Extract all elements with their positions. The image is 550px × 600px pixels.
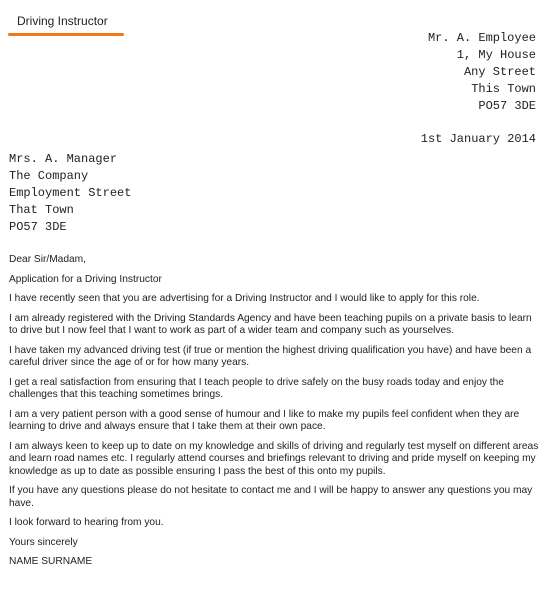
body-paragraph: I am a very patient person with a good sense of humour and I like to make my pupils feel confident when they are learning to drive and always ensure that I take them at their own pace. <box>9 408 520 432</box>
salutation: Dear Sir/Madam, <box>9 254 86 265</box>
sender-address-line: 1, My House <box>456 48 536 62</box>
recipient-address-line: Employment Street <box>9 186 132 200</box>
recipient-postcode: PO57 3DE <box>9 220 67 234</box>
sender-name: Mr. A. Employee <box>427 31 536 45</box>
recipient-address-line: The Company <box>9 169 89 183</box>
body-paragraph: I am always keen to keep up to date on my knowledge and skills of driving and regularly test myself on different areas and learn road names etc. I regularly attend courses and briefings relevant to driving and pride myself on keeping my knowledge as up to date as possible ensuring I pass the best of this onto my pupils. <box>9 440 539 477</box>
letter-body <box>9 254 541 576</box>
sender-address-line: This Town <box>471 82 536 96</box>
body-paragraph: I have taken my advanced driving test (if true or mention the highest driving qualification you have) and have been a careful driver since the age of or for how many years. <box>9 344 532 368</box>
sender-address-line: Any Street <box>463 65 536 79</box>
recipient-address-line: That Town <box>9 203 74 217</box>
body-paragraph: If you have any questions please do not hesitate to contact me and I will be happy to answer any questions you may have. <box>9 485 533 509</box>
subject-line: Application for a Driving Instructor <box>9 273 162 285</box>
active-tab-indicator <box>8 33 124 36</box>
body-paragraph: I get a real satisfaction from ensuring that I teach people to drive safely on the busy roads today and enjoy the challenges that this teaching sometimes brings. <box>9 376 504 400</box>
closing: Yours sincerely <box>9 536 78 548</box>
recipient-address <box>9 151 131 236</box>
body-paragraph: I am already registered with the Driving Standards Agency and have been teaching pupils on a private basis to learn to drive but I now feel that I want to work as part of a wider team and company such as yourselves. <box>9 312 532 336</box>
body-paragraph: I have recently seen that you are advertising for a Driving Instructor and I would like to apply for this role. <box>9 293 480 304</box>
document-tab-title[interactable]: Driving Instructor <box>17 14 108 28</box>
signature-name: NAME SURNAME <box>9 556 93 567</box>
sender-address <box>428 30 536 115</box>
sender-postcode: PO57 3DE <box>478 99 536 113</box>
recipient-name: Mrs. A. Manager <box>9 152 118 166</box>
letter-date: 1st January 2014 <box>420 132 536 146</box>
body-paragraph: I look forward to hearing from you. <box>9 517 164 528</box>
